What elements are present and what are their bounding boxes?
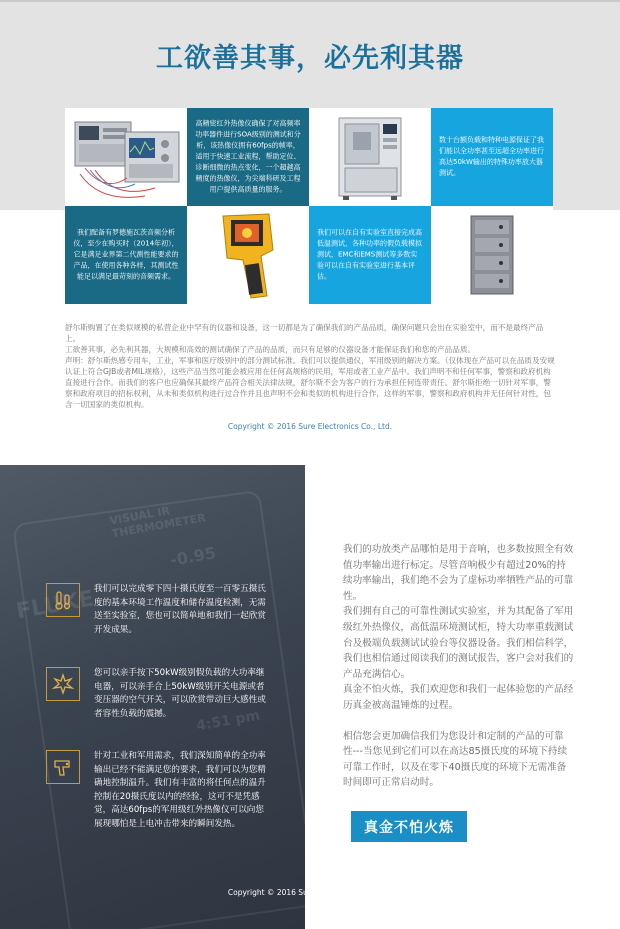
reliability-paragraph: 相信您会更加确信我们为您设计和定制的产品的可靠性---当您见到它们可以在高达85摄氏度的环境下持续可靠工作时，以及在零下40摄氏度的环境下无需准备时间即可正常启动时。 — [343, 730, 568, 789]
top-divider — [0, 0, 620, 2]
device-reading: -0.95 — [168, 543, 218, 570]
reliability-paragraph: 真金不怕火炼，我们欢迎您和我们一起体验您的产品经历真金被高温锤炼的过程。 — [343, 684, 574, 711]
lab-test-text: 我们可以在自有实验室直接完成高低温测试，各种功率的假负载模拟测试，EMC和EMS测试等多数实验可以在自有实验室进行基本评估。 — [317, 228, 422, 281]
load-test-description — [431, 108, 553, 206]
climate-chamber-photo — [309, 108, 431, 206]
feature-text: 我们可以完成零下四十摄氏度至一百零五摄氏度的基本环境工作温度和储存温度检测，无需送至实验室，您也可以简单地和我们一起欣赏开发成果。 — [94, 584, 266, 635]
audio-analyzer-text: 我们配备有罗德施瓦茨音频分析仪，至少在购买时（2014年初），它是满足业界第二代测性能要求的产品，在使用各种各样，其测试性能足以满足最苛刻的音频需求。 — [73, 228, 179, 281]
paragraph-spacer — [343, 714, 575, 729]
feature-text: 针对工业和军用需求，我们深知简单的全功率输出已经不能满足您的要求，我们可以为您精确地控制温升。我们有丰富的将任何点的温升控制在20摄氏度以内的经验，这可不是凭感觉，高达60fps的军用级红外热像仪可以向您展现哪怕是上电冲击带来的瞬间发热。 — [94, 751, 266, 829]
reliability-paragraph: 我们的功放类产品哪怕是用于音响，也多数按照全有效值功率输出进行标定。尽管音响极少有超过20%的持续功率输出，我们绝不会为了虚标功率牺牲产品的可靠性。 — [343, 544, 574, 602]
equipment-grid — [65, 108, 555, 304]
load-test-text: 数十台额负载和特种电源保证了我们能以全功率甚至远超全功率进行高达50kW输出的特殊功率放大器测试。 — [439, 136, 544, 177]
thermal-camera-photo — [187, 206, 309, 304]
device-brand: FLUKE — [14, 586, 96, 625]
device-time: 4:51 pm — [195, 707, 262, 735]
feature-text: 您可以亲手按下50kW级别假负载的大功率继电器，可以亲手合上50kW级别开关电源或者变压器的空气开关，可以欣赏带动巨大感性或者容性负载的震撼。 — [94, 668, 266, 719]
power-supply-rack-photo — [431, 206, 553, 304]
explosion-icon — [46, 667, 80, 701]
device-model: VISUAL IR THERMOMETER — [108, 504, 207, 541]
audio-analyzer-description — [65, 206, 187, 304]
reliability-paragraph: 我们拥有自己的可靠性测试实验室，并为其配备了军用级红外热像仪，高低温环境测试柜，特大功率重载测试台及极端负载测试试验台等仪器设备。我们相信科学，我们也相信通过阅读我们的测试报告，客户会对我们的产品充满信心。 — [343, 606, 574, 680]
thermometer-icon — [46, 583, 80, 617]
reliability-text — [343, 542, 575, 791]
cta-button[interactable]: 真金不怕火炼 — [351, 811, 467, 842]
copyright-bottom: Copyright © 2016 Sure Electronics Co., Ltd. — [227, 888, 393, 897]
audio-analyzer-photo — [65, 108, 187, 206]
thermal-imager-text: 高精密红外热像仪确保了对高频率功率器件进行SOA级别的测试和分析，该热像仪拥有60fps的帧率，适用于快速工业流程，帮助定位、诊断细微的热点变化，一个超越高精度的热像仪，为尖端科研及工程用户提供高质量的服务。 — [195, 119, 301, 194]
disclaimer-notes — [65, 322, 558, 410]
heat-gun-icon — [46, 750, 80, 784]
lab-test-description — [309, 206, 431, 304]
note-paragraph: 舒尔斯购置了在类似规模的私营企业中罕有的仪器和设备，这一切都是为了确保我们的产品品质，确保问题只会出在实验室中，而不是最终产品上。 — [65, 323, 544, 343]
copyright-top: Copyright © 2016 Sure Electronics Co., Ltd. — [227, 422, 393, 431]
note-paragraph: 声明：舒尔斯热感专用车，工业，军事和医疗级别中的部分测试标准。我们可以提供通仪，军用级别的解决方案。（仅体现在产品可以在品质及安规认证上符合GJB或者MIL规格），这些产品当然可能会被应用在任何高规格的民用，军用或者工业产品中。我们声明不和任何军事，警察和政府机构直接进行合作。而我们的客户也应确保其最终产品符合相关法律法规，舒尔斯不会为客户的行为承担任何连带责任。舒尔斯拒绝一切针对军事，警察和政府项目的招标权利，从未和类似机构进行过合作并且也声明不会和类似的机构进行合作，这样的军事，警察和政府机构并无任何针对性，包含一切国家的类似机构。 — [65, 356, 555, 409]
page-headline: 工欲善其事，必先利其器 — [156, 43, 464, 74]
thermal-imager-description — [187, 108, 309, 206]
note-paragraph: 工欲善其事，必先利其器，大规模和高效的测试确保了产品的品质，而只有足够的仪器设备才能保证我们和您的产品品质。 — [65, 345, 476, 354]
